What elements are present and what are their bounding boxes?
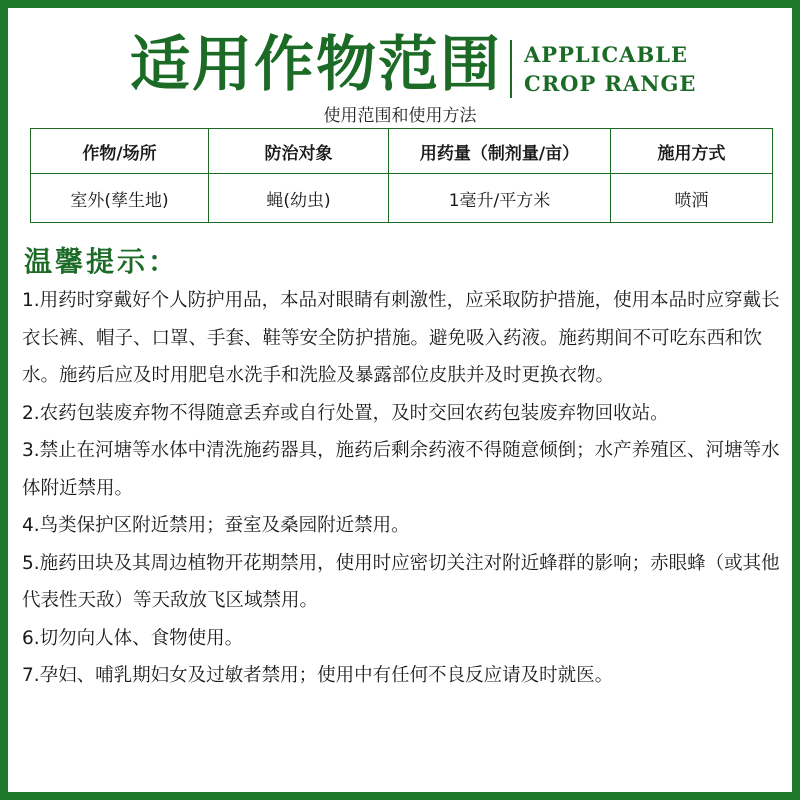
column-header: 施用方式 [611,129,773,174]
crop-table [30,128,773,223]
table-cell: 室外(孳生地) [31,174,209,223]
page-subtitle: 使用范围和使用方法 [323,106,477,126]
title-divider [510,40,512,98]
english-title-line2: CROP RANGE [524,71,697,96]
column-header: 防治对象 [209,129,389,174]
tips-heading: 温馨提示： [24,245,180,278]
table-cell: 蝇(幼虫) [209,174,389,223]
tip-item: 2.农药包装废弃物不得随意丢弃或自行处置，及时交回农药包装废弃物回收站。 [22,402,669,424]
tip-item: 4.鸟类保护区附近禁用；蚕室及桑园附近禁用。 [22,515,410,536]
table-cell: 1毫升/平方米 [389,174,611,223]
english-title-line1: APPLICABLE [524,42,688,67]
table-cell: 喷洒 [611,174,773,223]
tip-item: 5.施药田块及其周边植物开花期禁用，使用时应密切关注对附近蜂群的影响；赤眼蜂（或其他代表性天敌）等天敌放飞区域禁用。 [22,552,780,611]
tip-item: 6.切勿向人体、食物使用。 [22,627,244,649]
tip-item: 7.孕妇、哺乳期妇女及过敏者禁用；使用中有任何不良反应请及时就医。 [22,665,614,686]
page-title: 适用作物范围 [130,30,502,100]
table-header-row [31,129,773,174]
tip-item: 3.禁止在河塘等水体中清洗施药器具，施药后剩余药液不得随意倾倒；水产养殖区、河塘等水体附近禁用。 [22,440,780,499]
tip-item: 1.用药时穿戴好个人防护用品，本品对眼睛有刺激性，应采取防护措施，使用本品时应穿戴长衣长裤、帽子、口罩、手套、鞋等安全防护措施。避免吸入药液。施药期间不可吃东西和饮水。施药后应及时用肥皂水洗手和洗脸及暴露部位皮肤并及时更换衣物。 [22,290,780,386]
header [0,26,800,106]
table-row [31,174,773,223]
column-header: 用药量（制剂量/亩） [389,129,611,174]
column-header: 作物/场所 [31,129,209,174]
english-title [524,40,696,98]
tips-list [22,282,782,695]
